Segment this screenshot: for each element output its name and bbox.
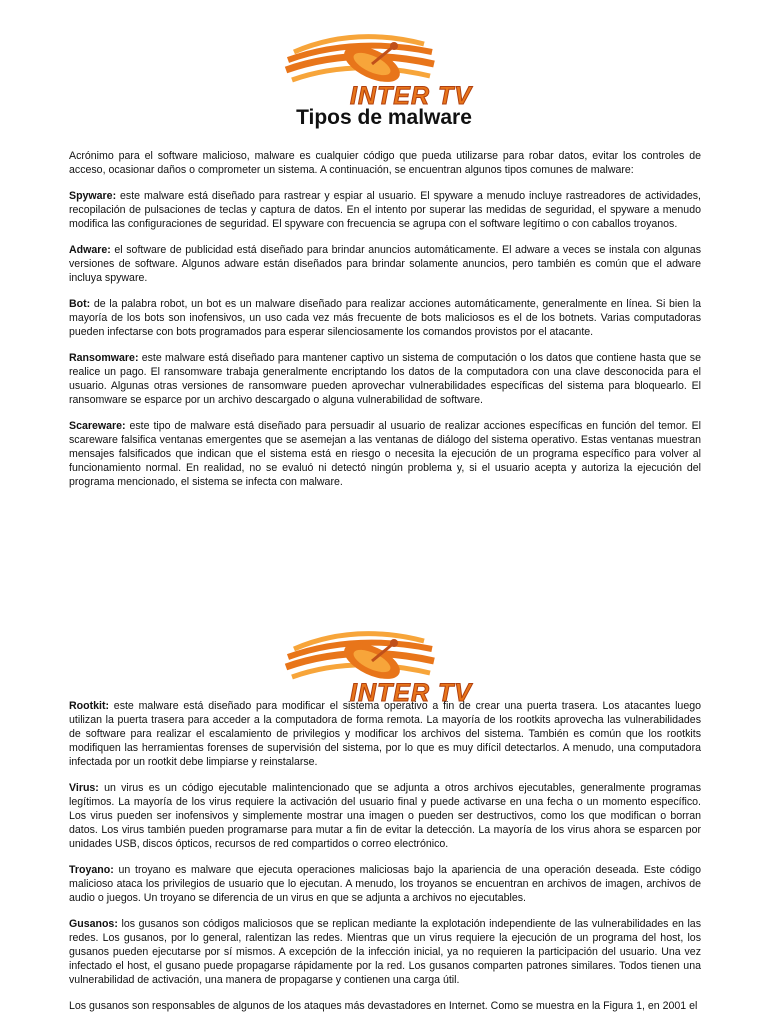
section-text: de la palabra robot, un bot es un malware diseñado para realizar acciones automáticamente, generalmente en línea. Si bien la mayoría de los bots son inofensivos, un uso cada vez más frecuente de bots maliciosos es el de los botnets. Varias computadoras pueden infectarse con bots programados para esperar silenciosamente los comandos provistos por el atacante. xyxy=(69,298,701,338)
section-rootkit xyxy=(69,699,701,769)
section-term: Gusanos: xyxy=(69,918,118,930)
section-text: este malware está diseñado para rastrear y espiar al usuario. El spyware a menudo incluye rastreadores de actividades, recopilación de pulsaciones de teclas y captura de datos. En el intento por superar las medidas de seguridad, el spyware a menudo modifica las configuraciones de seguridad. El spyware con frecuencia se agrupa con el software legítimo o con caballos troyanos. xyxy=(69,190,701,230)
satellite-dish-logo-icon xyxy=(284,627,484,705)
section-term: Ransomware: xyxy=(69,352,139,364)
section-gusanos-continued xyxy=(69,999,701,1013)
section-ransomware xyxy=(69,351,701,407)
content-block-1 xyxy=(69,149,701,501)
satellite-dish-logo-icon xyxy=(284,30,484,108)
intro-paragraph: Acrónimo para el software malicioso, malware es cualquier código que pueda utilizarse para robar datos, evitar los controles de acceso, ocasionar daños o comprometer un sistema. A continuación, se encuentran algunos tipos comunes de malware: xyxy=(69,150,701,176)
page-title: Tipos de malware xyxy=(296,106,472,129)
section-spyware xyxy=(69,189,701,231)
inter-tv-logo xyxy=(284,30,484,108)
content-block-2 xyxy=(69,699,701,1025)
section-gusanos xyxy=(69,917,701,987)
section-scareware xyxy=(69,419,701,489)
section-text: un virus es un código ejecutable malintencionado que se adjunta a otros archivos ejecutables, generalmente programas legítimos. La mayoría de los virus requiere la activación del usuario final y puede activarse en una fecha o un momento específico. Los virus pueden ser inofensivos y simplemente mostrar una imagen o pueden ser destructivos, como los que modifican o borran datos. Los virus también pueden programarse para mutar a fin de evitar la detección. La mayoría de los virus ahora se esparcen por unidades USB, discos ópticos, recursos de red compartidos o correo electrónico. xyxy=(69,782,701,850)
section-text: el software de publicidad está diseñado para brindar anuncios automáticamente. El adware a veces se instala con algunas versiones de software. Algunos adware están diseñados para brindar solamente anuncios, pero también es común que el adware incluya spyware. xyxy=(69,244,701,284)
inter-tv-logo xyxy=(284,627,484,705)
section-term: Adware: xyxy=(69,244,111,256)
section-virus xyxy=(69,781,701,851)
section-term: Spyware: xyxy=(69,190,117,202)
section-text: los gusanos son códigos maliciosos que se replican mediante la explotación independiente de las vulnerabilidades en las redes. Los gusanos, por lo general, ralentizan las redes. Mientras que un virus requiere la ejecución de un programa del host, los gusanos pueden ejecutarse por sí mismos. A excepción de la infección inicial, ya no requieren la participación del usuario. Una vez infectado el host, el gusano puede propagarse rápidamente por la red. Los gusanos comparten patrones similares. Todos tienen una vulnerabilidad de activación, una manera de propagarse y contienen una carga útil. xyxy=(69,918,701,986)
section-bot xyxy=(69,297,701,339)
section-term: Rootkit: xyxy=(69,700,110,712)
section-text: Los gusanos son responsables de algunos de los ataques más devastadores en Internet. Como se muestra en la Figura 1, en 2001 el xyxy=(69,1000,698,1012)
section-text: este malware está diseñado para modificar el sistema operativo a fin de crear una puerta trasera. Los atacantes luego utilizan la puerta trasera para acceder a la computadora de forma remota. La mayoría de los rootkits aprovecha las vulnerabilidades de software para realizar el escalamiento de privilegios y modificar los archivos del sistema. También es común que los rootkits modifiquen las herramientas forenses de supervisión del sistema, por lo que es muy difícil detectarlos. A menudo, una computadora infectada por un rootkit debe limpiarse y reinstalarse. xyxy=(69,700,701,768)
section-term: Troyano: xyxy=(69,864,114,876)
section-troyano xyxy=(69,863,701,905)
section-adware xyxy=(69,243,701,285)
logo-text: INTER TV xyxy=(350,82,472,108)
logo-text: INTER TV xyxy=(350,679,472,705)
section-text: este malware está diseñado para mantener captivo un sistema de computación o los datos que contiene hasta que se realice un pago. El ransomware trabaja generalmente encriptando los datos de la computadora con una clave desconocida para el usuario. Algunas otras versiones de ransomware pueden aprovechar vulnerabilidades específicas del sistema para bloquearlo. El ransomware se esparce por un archivo descargado o alguna vulnerabilidad de software. xyxy=(69,352,701,406)
section-text: un troyano es malware que ejecuta operaciones maliciosas bajo la apariencia de una operación deseada. Este código malicioso ataca los privilegios de usuario que lo ejecutan. A menudo, los troyanos se encuentran en archivos de imagen, archivos de audio o juegos. Un troyano se diferencia de un virus en que se adjunta a archivos no ejecutables. xyxy=(69,864,701,904)
section-term: Bot: xyxy=(69,298,91,310)
section-text: este tipo de malware está diseñado para persuadir al usuario de realizar acciones específicas en función del temor. El scareware falsifica ventanas emergentes que se asemejan a las ventanas de diálogo del sistema operativo. Estas ventanas muestran mensajes falsificados que indican que el sistema está en riesgo o necesita la ejecución de un programa específico para volver al funcionamiento normal. En realidad, no se evaluó ni detectó ningún problema y, si el usuario acepta y autoriza la ejecución del programa mencionado, el sistema se infecta con malware. xyxy=(69,420,701,488)
section-term: Scareware: xyxy=(69,420,126,432)
section-term: Virus: xyxy=(69,782,99,794)
